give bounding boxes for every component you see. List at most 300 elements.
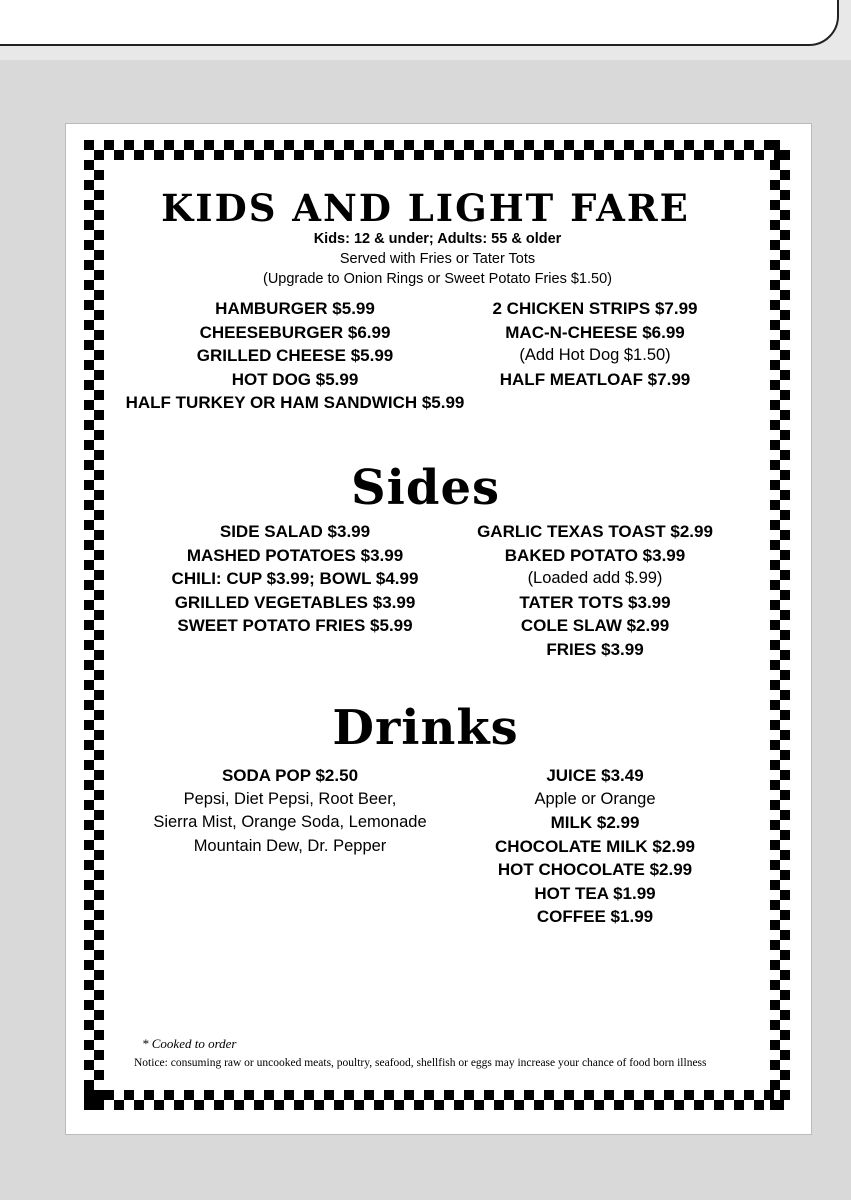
border-check (780, 630, 790, 640)
border-check (474, 150, 484, 160)
border-check (94, 970, 104, 980)
border-check (114, 150, 124, 160)
border-check (234, 1100, 244, 1110)
border-check (514, 1100, 524, 1110)
menu-item: HOT TEA $1.99 (534, 883, 656, 903)
border-check (614, 1100, 624, 1110)
border-check (780, 350, 790, 360)
border-check (334, 1100, 344, 1110)
border-check (224, 1090, 234, 1100)
border-check (634, 150, 644, 160)
border-check (770, 440, 780, 450)
border-check (770, 660, 780, 670)
border-check (770, 640, 780, 650)
border-check (770, 820, 780, 830)
border-check (84, 1020, 94, 1030)
border-check (94, 790, 104, 800)
border-check (84, 380, 94, 390)
border-check (174, 150, 184, 160)
border-check (94, 890, 104, 900)
border-check (94, 1100, 104, 1110)
border-check (94, 850, 104, 860)
border-check (274, 1100, 284, 1110)
border-check (780, 170, 790, 180)
border-check (780, 290, 790, 300)
border-check (624, 140, 634, 150)
border-check (770, 600, 780, 610)
border-check (780, 450, 790, 460)
border-check (164, 1090, 174, 1100)
border-check (780, 610, 790, 620)
border-check (770, 360, 780, 370)
border-check (84, 540, 94, 550)
border-check (334, 150, 344, 160)
border-check (84, 680, 94, 690)
border-check (780, 910, 790, 920)
border-check (94, 690, 104, 700)
border-check (724, 140, 734, 150)
border-check (514, 150, 524, 160)
border-check (324, 1090, 334, 1100)
menu-item: GRILLED VEGETABLES $3.99 (174, 592, 416, 612)
border-check (770, 780, 780, 790)
border-check (444, 140, 454, 150)
border-check (770, 940, 780, 950)
border-check (244, 1090, 254, 1100)
border-check (454, 1100, 464, 1110)
border-check (154, 1100, 164, 1110)
border-check (664, 140, 674, 150)
border-check (84, 1060, 94, 1070)
border-check (780, 550, 790, 560)
border-check (694, 1100, 704, 1110)
border-check (264, 140, 274, 150)
border-check (574, 1100, 584, 1110)
menu-item: 2 CHICKEN STRIPS $7.99 (492, 299, 698, 318)
border-check (84, 660, 94, 670)
border-check (264, 1090, 274, 1100)
menu-item: MILK $2.99 (550, 813, 640, 832)
border-check (554, 1100, 564, 1110)
border-check (144, 1090, 154, 1100)
kids-right-list (455, 297, 735, 391)
border-check (84, 420, 94, 430)
border-check (94, 610, 104, 620)
border-check (494, 150, 504, 160)
border-check (84, 920, 94, 930)
border-check (94, 650, 104, 660)
border-check (474, 1100, 484, 1110)
border-check (524, 140, 534, 150)
border-check (94, 570, 104, 580)
border-check (654, 1100, 664, 1110)
menu-item: CHOCOLATE MILK $2.99 (495, 836, 695, 856)
border-check (780, 810, 790, 820)
border-check (734, 1100, 744, 1110)
border-check (84, 620, 94, 630)
border-check (104, 140, 114, 150)
border-check (184, 1090, 194, 1100)
sides-left-list (130, 520, 460, 638)
border-check (464, 140, 474, 150)
kids-title: KIDS AND LIGHT FARE (161, 186, 690, 230)
border-check (304, 1090, 314, 1100)
menu-note: (Loaded add $.99) (527, 569, 663, 587)
border-check (504, 1090, 514, 1100)
border-check (94, 870, 104, 880)
border-check (770, 920, 780, 930)
border-check (770, 300, 780, 310)
border-check (604, 1090, 614, 1100)
border-check (214, 150, 224, 160)
border-check (464, 1090, 474, 1100)
border-check (780, 330, 790, 340)
border-check (374, 150, 384, 160)
border-check (84, 860, 94, 870)
border-check (780, 150, 790, 160)
border-check (770, 520, 780, 530)
border-check (780, 670, 790, 680)
border-check (374, 1100, 384, 1110)
border-check (84, 400, 94, 410)
border-check (154, 150, 164, 160)
menu-item: HOT CHOCOLATE $2.99 (497, 860, 693, 879)
menu-item: HALF TURKEY OR HAM SANDWICH $5.99 (125, 393, 465, 412)
border-check (434, 150, 444, 160)
menu-note: Mountain Dew, Dr. Pepper (193, 836, 387, 855)
kids-served-with: Served with Fries or Tater Tots (339, 251, 536, 267)
border-check (224, 140, 234, 150)
border-check (714, 150, 724, 160)
border-check (780, 970, 790, 980)
border-check (604, 140, 614, 150)
border-check (84, 1100, 94, 1110)
border-check (634, 1100, 644, 1110)
border-check (94, 810, 104, 820)
border-check (94, 770, 104, 780)
border-check (534, 150, 544, 160)
border-check (384, 140, 394, 150)
border-check (394, 150, 404, 160)
drinks-left-list (130, 764, 450, 858)
border-check (780, 650, 790, 660)
border-check (780, 590, 790, 600)
border-check (770, 340, 780, 350)
border-check (384, 1090, 394, 1100)
border-check (124, 1090, 134, 1100)
border-check (770, 620, 780, 630)
border-check (414, 150, 424, 160)
border-check (594, 1100, 604, 1110)
border-check (584, 140, 594, 150)
border-check (724, 1090, 734, 1100)
border-check (770, 540, 780, 550)
border-check (84, 1090, 94, 1100)
border-check (324, 140, 334, 150)
menu-note: Pepsi, Diet Pepsi, Root Beer, (183, 789, 397, 808)
border-check (780, 1010, 790, 1020)
border-check (84, 560, 94, 570)
border-check (770, 900, 780, 910)
border-check (544, 140, 554, 150)
border-check (94, 450, 104, 460)
border-check (94, 150, 104, 160)
border-check (584, 1090, 594, 1100)
border-check (544, 1090, 554, 1100)
border-check (694, 150, 704, 160)
border-check (770, 1100, 780, 1110)
border-check (314, 150, 324, 160)
border-check (314, 1100, 324, 1110)
border-check (780, 370, 790, 380)
border-check (704, 1090, 714, 1100)
border-check (770, 400, 780, 410)
border-check (164, 140, 174, 150)
border-check (780, 1030, 790, 1040)
border-check (780, 770, 790, 780)
border-check (94, 530, 104, 540)
border-check (194, 1100, 204, 1110)
border-check (174, 1100, 184, 1110)
border-check (770, 140, 780, 150)
border-check (134, 1100, 144, 1110)
border-check (84, 600, 94, 610)
border-check (764, 1090, 774, 1100)
border-check (574, 150, 584, 160)
border-check (780, 830, 790, 840)
border-check (94, 990, 104, 1000)
border-check (84, 760, 94, 770)
border-check (644, 140, 654, 150)
border-check (354, 1100, 364, 1110)
menu-item: FRIES $3.99 (546, 639, 644, 659)
border-check (84, 940, 94, 950)
border-check (94, 830, 104, 840)
border-check (780, 930, 790, 940)
border-check (94, 1030, 104, 1040)
border-check (84, 1080, 94, 1090)
drinks-title: Drinks (332, 700, 519, 756)
border-check (754, 1100, 764, 1110)
border-check (770, 1040, 780, 1050)
border-check (84, 520, 94, 530)
border-check (770, 880, 780, 890)
border-check (404, 1090, 414, 1100)
border-check (84, 1000, 94, 1010)
border-check (674, 1100, 684, 1110)
border-check (284, 140, 294, 150)
sides-title: Sides (350, 460, 501, 516)
border-check (94, 590, 104, 600)
border-check (144, 140, 154, 150)
border-check (424, 140, 434, 150)
border-check (94, 1090, 104, 1100)
border-check (504, 140, 514, 150)
border-check (594, 150, 604, 160)
border-check (564, 140, 574, 150)
border-check (204, 1090, 214, 1100)
border-check (780, 790, 790, 800)
border-check (344, 1090, 354, 1100)
menu-item: CHILI: CUP $3.99; BOWL $4.99 (171, 569, 419, 588)
cooked-to-order-note: * Cooked to order (142, 1036, 237, 1051)
border-check (84, 340, 94, 350)
menu-item: HAMBURGER $5.99 (215, 299, 375, 318)
border-check (780, 1070, 790, 1080)
border-check (780, 310, 790, 320)
border-check (84, 900, 94, 910)
border-check (780, 950, 790, 960)
border-check (404, 140, 414, 150)
border-check (734, 150, 744, 160)
border-check (484, 140, 494, 150)
border-check (84, 820, 94, 830)
border-check (84, 360, 94, 370)
border-check (770, 560, 780, 570)
border-check (294, 150, 304, 160)
border-check (770, 1060, 780, 1070)
border-check (644, 1090, 654, 1100)
border-check (274, 150, 284, 160)
border-check (770, 860, 780, 870)
border-check (254, 1100, 264, 1110)
border-check (770, 1000, 780, 1010)
border-check (780, 690, 790, 700)
menu-item: COLE SLAW $2.99 (520, 616, 670, 635)
border-check (454, 150, 464, 160)
border-check (214, 1100, 224, 1110)
border-check (94, 930, 104, 940)
border-check (94, 1050, 104, 1060)
border-check (364, 140, 374, 150)
border-check (284, 1090, 294, 1100)
kids-left-list (100, 297, 490, 415)
border-check (94, 630, 104, 640)
menu-item: GARLIC TEXAS TOAST $2.99 (477, 522, 713, 541)
menu-item: SIDE SALAD $3.99 (219, 522, 371, 541)
border-check (344, 140, 354, 150)
border-check (94, 950, 104, 960)
border-check (304, 140, 314, 150)
border-check (364, 1090, 374, 1100)
border-check (84, 800, 94, 810)
border-check (684, 1090, 694, 1100)
border-check (624, 1090, 634, 1100)
sides-right-list (450, 520, 740, 661)
border-check (184, 140, 194, 150)
border-check (770, 580, 780, 590)
border-check (94, 1070, 104, 1080)
border-check (84, 960, 94, 970)
border-check (84, 300, 94, 310)
border-check (434, 1100, 444, 1110)
border-check (780, 390, 790, 400)
menu-item: SWEET POTATO FRIES $5.99 (177, 616, 413, 635)
menu-item: TATER TOTS $3.99 (519, 592, 671, 612)
border-check (744, 140, 754, 150)
border-check (84, 640, 94, 650)
kids-upgrade: (Upgrade to Onion Rings or Sweet Potato Fries $1.50) (263, 271, 612, 287)
border-check (84, 1040, 94, 1050)
border-check (684, 140, 694, 150)
menu-item: CHEESEBURGER $6.99 (199, 322, 391, 342)
border-check (780, 1050, 790, 1060)
border-check (744, 1090, 754, 1100)
border-check (394, 1100, 404, 1110)
menu-item: HOT DOG $5.99 (231, 369, 359, 389)
border-check (780, 870, 790, 880)
border-check (770, 680, 780, 690)
border-check (94, 910, 104, 920)
border-check (84, 140, 94, 150)
border-check (84, 320, 94, 330)
border-check (770, 160, 780, 170)
border-check (780, 430, 790, 440)
menu-item: HALF MEATLOAF $7.99 (499, 369, 691, 389)
border-check (534, 1100, 544, 1110)
border-check (134, 150, 144, 160)
border-check (780, 1090, 790, 1100)
food-safety-notice: Notice: consuming raw or uncooked meats, poultry, seafood, shellfish or eggs may increase your chance of food born illness (134, 1057, 707, 1069)
border-check (84, 980, 94, 990)
border-check (524, 1090, 534, 1100)
border-check (780, 410, 790, 420)
border-check (94, 430, 104, 440)
border-check (770, 1080, 780, 1090)
menu-note: Sierra Mist, Orange Soda, Lemonade (153, 813, 427, 831)
border-check (770, 1020, 780, 1030)
border-check (780, 890, 790, 900)
border-check (204, 140, 214, 150)
border-check (564, 1090, 574, 1100)
border-check (554, 150, 564, 160)
border-check (194, 150, 204, 160)
border-check (770, 760, 780, 770)
border-check (780, 570, 790, 580)
border-check (770, 960, 780, 970)
border-check (84, 440, 94, 450)
border-check (94, 550, 104, 560)
border-check (114, 1100, 124, 1110)
border-check (780, 990, 790, 1000)
border-check (714, 1100, 724, 1110)
top-card (0, 0, 839, 46)
border-check (770, 980, 780, 990)
border-check (770, 320, 780, 330)
border-check (84, 880, 94, 890)
menu-item: JUICE $3.49 (546, 766, 644, 785)
border-check (354, 150, 364, 160)
menu-item: MASHED POTATOES $3.99 (186, 545, 404, 565)
border-check (84, 840, 94, 850)
border-check (234, 150, 244, 160)
border-check (444, 1090, 454, 1100)
border-check (780, 530, 790, 540)
border-check (94, 1010, 104, 1020)
border-check (104, 1090, 114, 1100)
kids-eligibility: Kids: 12 & under; Adults: 55 & older (313, 231, 562, 247)
border-check (704, 140, 714, 150)
drinks-right-list (450, 764, 740, 929)
border-check (414, 1100, 424, 1110)
border-check (254, 150, 264, 160)
menu-item: SODA POP $2.50 (221, 766, 359, 785)
border-check (770, 840, 780, 850)
menu-item: BAKED POTATO $3.99 (504, 545, 686, 565)
border-check (754, 150, 764, 160)
border-check (244, 140, 254, 150)
border-check (664, 1090, 674, 1100)
